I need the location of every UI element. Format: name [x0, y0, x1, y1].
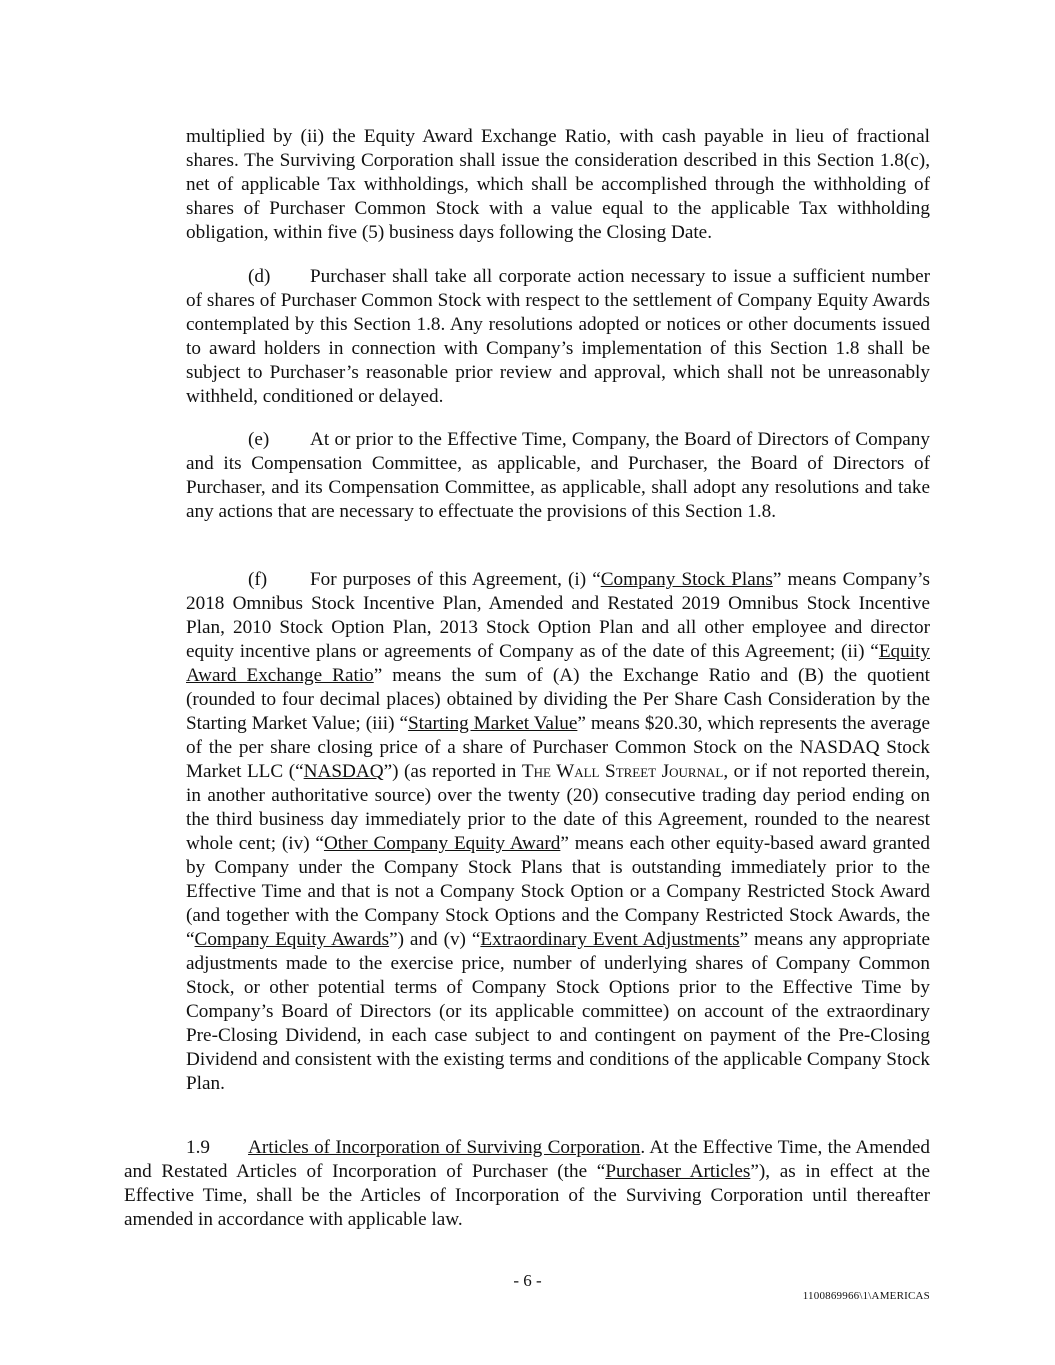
defined-term-purchaser-articles: Purchaser Articles	[605, 1161, 751, 1182]
paragraph-f-text-4: ” means $20.30, which represents the average of the per share closing price of a share of Purchaser Common Stock on the NASDAQ Stock Market LLC (“	[186, 713, 930, 782]
paragraph-f-text-6: , or if not reported therein, in another authoritative source) over the twenty (20) consecutive trading day period ending on the third business day immediately prior to the date of this Agreement, rounded to the nearest whole cent; (iv) “	[186, 761, 930, 854]
paragraph-f-text-1: For purposes of this Agreement, (i) “	[310, 569, 601, 590]
publication-name: The Wall Street Journal	[521, 761, 724, 782]
page-number: - 6 -	[513, 1271, 542, 1290]
section-1-9-text-2: ”), as in effect at the Effective Time, shall be the Articles of Incorporation of the Surviving Corporation until thereafter amended in accordance with applicable law.	[124, 1161, 930, 1230]
paragraph-f	[186, 568, 930, 1096]
paragraph-e	[186, 428, 930, 524]
section-1-9-text-1: . At the Effective Time, the Amended and Restated Articles of Incorporation of Purchaser (the “	[124, 1137, 930, 1182]
paragraph-d-label: (d)	[248, 266, 271, 287]
document-id: 1100869966\1\AMERICAS	[802, 1290, 930, 1302]
section-1-9-heading: Articles of Incorporation of Surviving Corporation	[248, 1137, 641, 1158]
paragraph-f-text-9: ” means any appropriate adjustments made to the exercise price, number of underlying shares of Company Common Stock, or other potential terms of Company Stock Options prior to the Effective Time by Company’s Board of Directors (or its applicable committee) on account of the extraordinary Pre-Closing Dividend, in each case subject to and contingent on payment of the Pre-Closing Dividend and consistent with the existing terms and conditions of the applicable Company Stock Plan.	[186, 929, 931, 1094]
paragraph-f-text-5: ”) (as reported in	[383, 761, 522, 782]
section-1-9	[124, 1136, 930, 1232]
paragraph-c-continuation	[186, 125, 930, 245]
defined-term-extraordinary-event-adjustments: Extraordinary Event Adjustments	[480, 929, 740, 950]
section-1-9-number: 1.9	[186, 1137, 210, 1158]
paragraph-e-text: At or prior to the Effective Time, Company, the Board of Directors of Company and its Compensation Committee, as applicable, and Purchaser, the Board of Directors of Purchaser, and its Compensation Committee, as applicable, shall adopt any resolutions and take any actions that are necessary to effectuate the provisions of this Section 1.8.	[186, 429, 930, 522]
paragraph-e-label: (e)	[248, 429, 270, 450]
paragraph-c-text: multiplied by (ii) the Equity Award Exchange Ratio, with cash payable in lieu of fractional shares. The Surviving Corporation shall issue the consideration described in this Section 1.8(c), net of applicable Tax withholdings, which shall be accomplished through the withholding of shares of Purchaser Common Stock with a value equal to the applicable Tax withholding obligation, within five (5) business days following the Closing Date.	[186, 126, 930, 243]
defined-term-nasdaq: NASDAQ	[303, 761, 384, 782]
paragraph-f-text-7: ” means each other equity-based award granted by Company under the Company Stock Plans that is outstanding immediately prior to the Effective Time and that is not a Company Stock Option or a Company Restricted Stock Award (and together with the Company Stock Options and the Company Restricted Stock Awards, the “	[186, 833, 930, 950]
paragraph-d	[186, 265, 930, 409]
paragraph-f-text-2: ” means Company’s 2018 Omnibus Stock Incentive Plan, Amended and Restated 2019 Omnibus Stock Incentive Plan, 2010 Stock Option Plan, 2013 Stock Option Plan and all other employee and director equity incentive plans or agreements of Company as of the date of this Agreement; (ii) “	[186, 569, 930, 662]
paragraph-d-text: Purchaser shall take all corporate action necessary to issue a sufficient number of shares of Purchaser Common Stock with respect to the settlement of Company Equity Awards contemplated by this Section 1.8. Any resolutions adopted or notices or other documents issued to award holders in connection with Company’s implementation of this Section 1.8 shall be subject to Purchaser’s reasonable prior review and approval, which shall not be unreasonably withheld, conditioned or delayed.	[186, 266, 930, 407]
defined-term-starting-market-value: Starting Market Value	[407, 713, 578, 734]
paragraph-f-label: (f)	[248, 569, 268, 590]
paragraph-f-text-8: ”) and (v) “	[389, 929, 481, 950]
defined-term-other-company-equity-award: Other Company Equity Award	[323, 833, 561, 854]
defined-term-equity-award-exchange-ratio: Equity Award Exchange Ratio	[186, 641, 930, 686]
defined-term-company-stock-plans: Company Stock Plans	[600, 569, 773, 590]
defined-term-company-equity-awards: Company Equity Awards	[194, 929, 390, 950]
paragraph-f-text-3: ” means the sum of (A) the Exchange Ratio and (B) the quotient (rounded to four decimal places) obtained by dividing the Per Share Cash Consideration by the Starting Market Value; (iii) “	[186, 665, 930, 734]
